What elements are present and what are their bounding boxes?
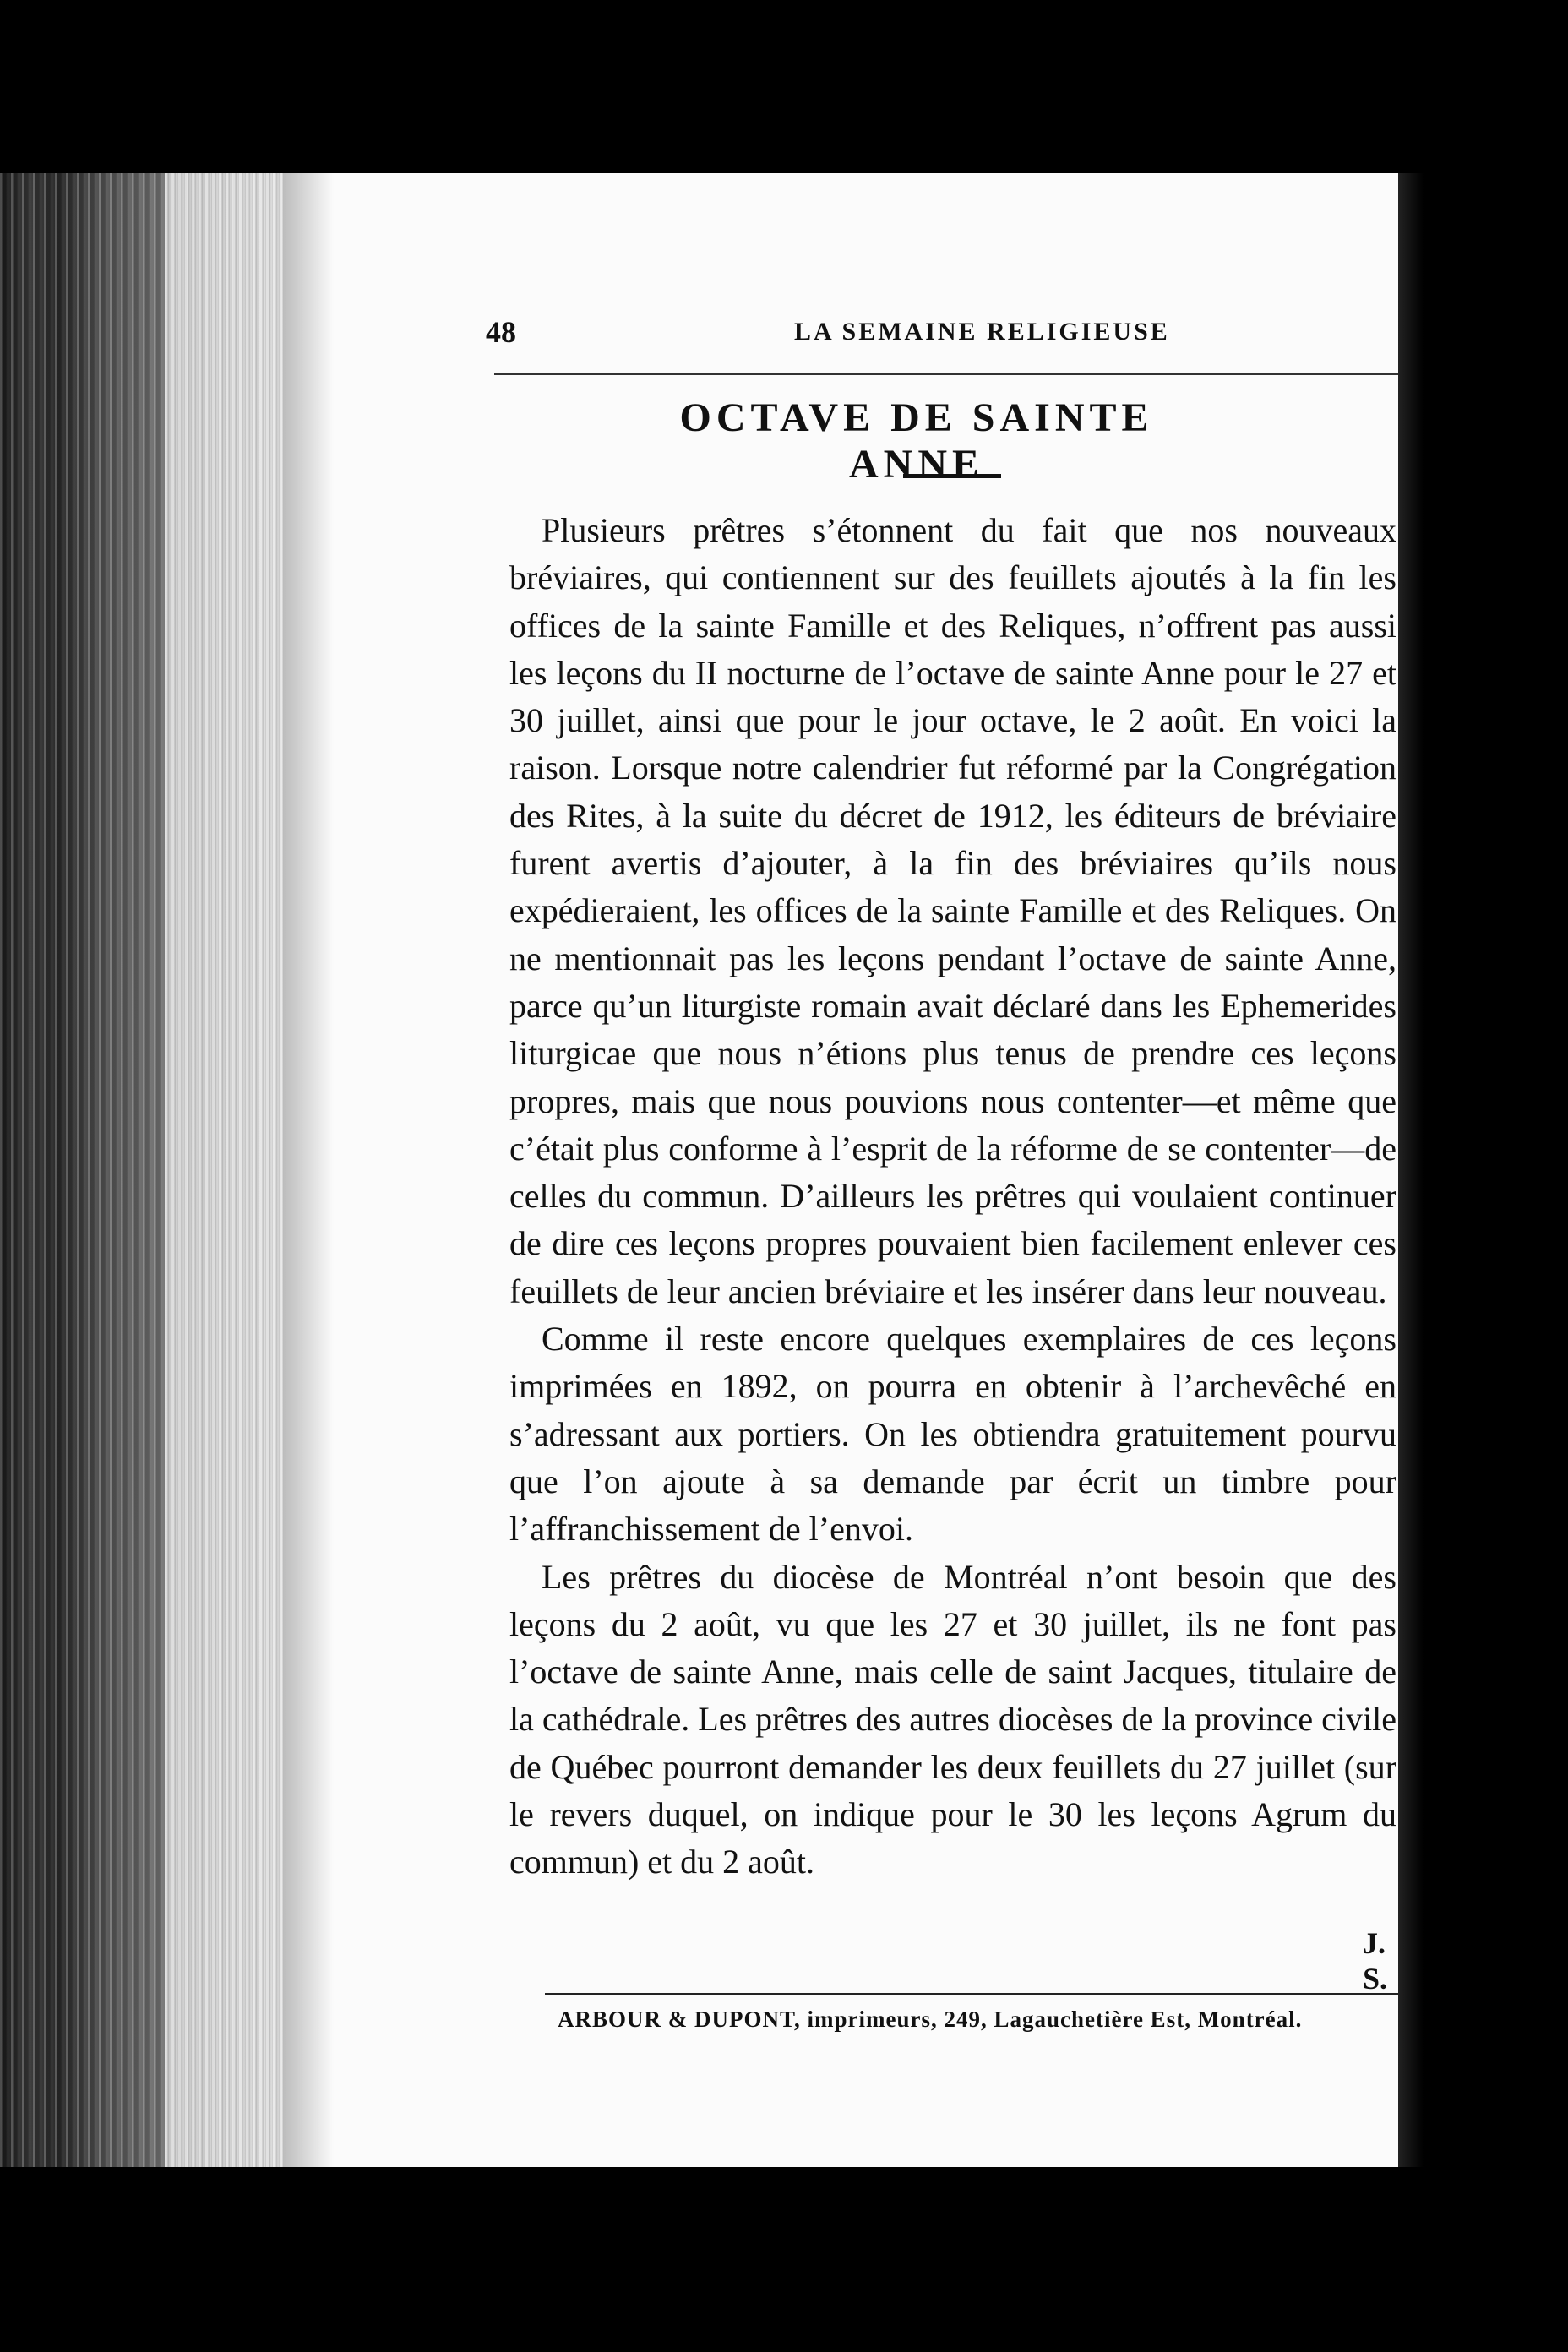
journal-title: LA SEMAINE RELIGIEUSE	[794, 318, 1170, 346]
paragraph: Comme il reste encore quelques exemplaires de ces leçons imprimées en 1892, on pourra en obtenir à l’archevêché en s’adressant aux portiers. On les obtiendra gratuitement pourvu que l’on ajoute à sa demande par écrit un timbre pour l’affranchissement de l’envoi.	[509, 1320, 1396, 1549]
title-rule	[903, 474, 1001, 478]
running-header	[283, 314, 1398, 357]
article-title: OCTAVE DE SAINTE ANNE	[679, 395, 1154, 487]
paragraph: Plusieurs prêtres s’étonnent du fait que nos nouveaux bréviaires, qui contiennent sur des feuillets ajoutés à la fin les offices de la sainte Famille et des Reliques, n’offrent pas aussi les leçons du II nocturne de l’octave de sainte Anne pour le 27 et 30 juillet, ainsi que pour le jour octave, le 2 août. En voici la raison. Lorsque notre calendrier fut réformé par la Congrégation des Rites, à la suite du décret de 1912, les éditeurs de bréviaire furent avertis d’ajouter, à la fin des bréviaires qu’ils nous expédieraient, les offices de la sainte Famille et des Reliques. On ne mentionnait pas les leçons pendant l’octave de sainte Anne, parce qu’un liturgiste romain avait déclaré dans les Ephemerides liturgicae que nous n’étions plus tenus de prendre ces leçons propres, mais que nous pouvions nous contenter—et même que c’était plus conforme à l’esprit de la réforme de se contenter—de celles du commun. D’ailleurs les prêtres qui voulaient continuer de dire ces leçons propres pouvaient bien facilement enlever ces feuillets de leur ancien bréviaire et les insérer dans leur nouveau.	[509, 511, 1396, 1310]
paragraph: Les prêtres du diocèse de Montréal n’ont besoin que des leçons du 2 août, vu que les 27 et 30 juillet, ils ne font pas l’octave de sainte Anne, mais celle de saint Jacques, titulaire de la cathédrale. Les prêtres des autres diocèses de la province civile de Québec pourront demander les deux feuillets du 27 juillet (sur le revers duquel, on indique pour le 30 les leçons Agrum du commun) et du 2 août.	[509, 1557, 1396, 1881]
footer-rule	[545, 1993, 1398, 1995]
article-body	[509, 507, 1396, 1886]
printer-imprint: ARBOUR & DUPONT, imprimeurs, 249, Lagauchetière Est, Montréal.	[558, 2006, 1303, 2032]
author-signature: J. S.	[1363, 1926, 1388, 1995]
page-edge-shadow	[1398, 173, 1424, 2167]
page-number: 48	[486, 315, 516, 349]
header-rule	[494, 373, 1398, 375]
book-page	[283, 173, 1398, 2167]
book-page-edges	[0, 173, 291, 2167]
